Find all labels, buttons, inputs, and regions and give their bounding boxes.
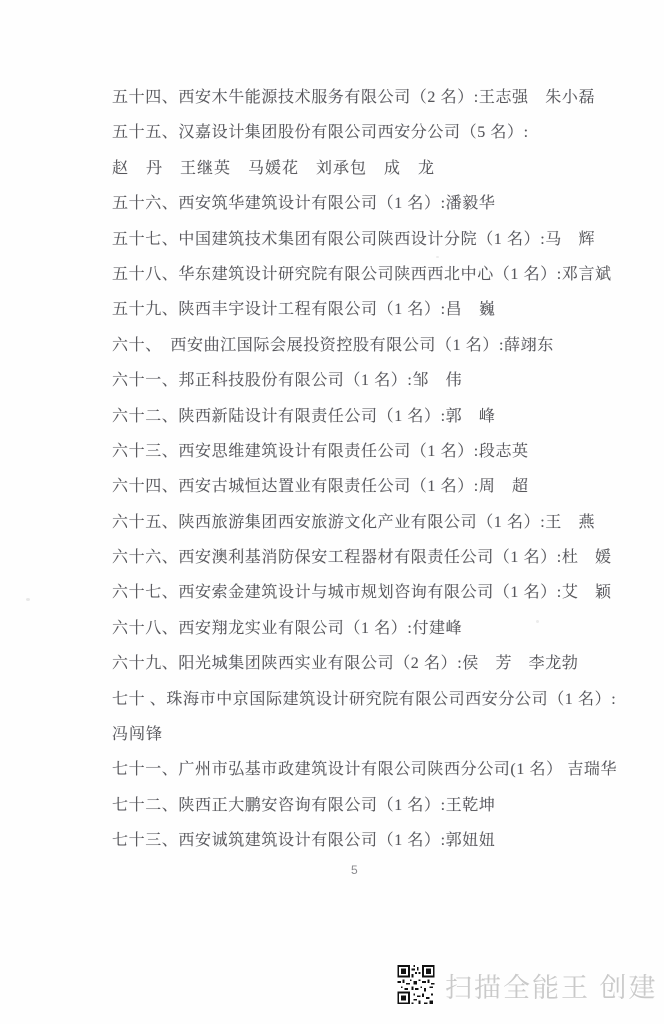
awardee-list [112, 80, 632, 859]
qr-code-icon [397, 965, 435, 1006]
list-entry-55-names: 赵 丹 王继英 马媛花 刘承包 成 龙 [112, 159, 436, 177]
scan-artifact [26, 598, 30, 601]
list-entry-66: 六十六、西安澳利基消防保安工程器材有限责任公司（1 名）:杜 媛 [112, 549, 612, 567]
list-entry-63: 六十三、西安思维建筑设计有限责任公司（1 名）:段志英 [112, 442, 529, 460]
list-entry-56: 五十六、西安筑华建筑设计有限公司（1 名）:潘毅华 [112, 195, 496, 213]
list-entry-65: 六十五、陕西旅游集团西安旅游文化产业有限公司（1 名）:王 燕 [112, 513, 596, 531]
list-entry-61: 六十一、邦正科技股份有限公司（1 名）:邹 伟 [112, 372, 463, 390]
scan-artifact [436, 256, 439, 258]
list-entry-69: 六十九、阳光城集团陕西实业有限公司（2 名）:侯 芳 李龙勃 [112, 655, 579, 673]
list-entry-67: 六十七、西安索金建筑设计与城市规划咨询有限公司（1 名）:艾 颖 [112, 584, 612, 602]
list-entry-72: 七十二、陕西正大鹏安咨询有限公司（1 名）:王乾坤 [112, 796, 496, 814]
list-entry-57: 五十七、中国建筑技术集团有限公司陕西设计分院（1 名）:马 辉 [112, 230, 596, 248]
list-entry-62: 六十二、陕西新陆设计有限责任公司（1 名）:郭 峰 [112, 407, 496, 425]
list-entry-54: 五十四、西安木牛能源技术服务有限公司（2 名）:王志强 朱小磊 [112, 89, 596, 106]
list-entry-70: 七十 、珠海市中京国际建筑设计研究院有限公司西安分公司（1 名）: [112, 690, 617, 708]
page-number: 5 [351, 863, 358, 877]
list-entry-73: 七十三、西安诚筑建筑设计有限公司（1 名）:郭妞妞 [112, 832, 496, 850]
camscanner-watermark [397, 965, 658, 1006]
list-entry-68: 六十八、西安翔龙实业有限公司（1 名）:付建峰 [112, 619, 463, 637]
list-entry-59: 五十九、陕西丰宇设计工程有限公司（1 名）:昌 巍 [112, 301, 496, 319]
list-entry-71: 七十一、广州市弘基市政建筑设计有限公司陕西分公司(1 名） 吉瑞华 [112, 761, 618, 779]
watermark-text: 扫描全能王 创建 [445, 973, 658, 1003]
list-entry-70-name: 冯闯锋 [112, 726, 164, 744]
list-entry-60: 六十、 西安曲江国际会展投资控股有限公司（1 名）:薛翊东 [112, 336, 554, 354]
scan-artifact [536, 620, 539, 623]
list-entry-64: 六十四、西安古城恒达置业有限责任公司（1 名）:周 超 [112, 478, 529, 496]
list-entry-58: 五十八、华东建筑设计研究院有限公司陕西西北中心（1 名）:邓言斌 [112, 265, 612, 283]
list-entry-55: 五十五、汉嘉设计集团股份有限公司西安分公司（5 名）: [112, 124, 529, 142]
